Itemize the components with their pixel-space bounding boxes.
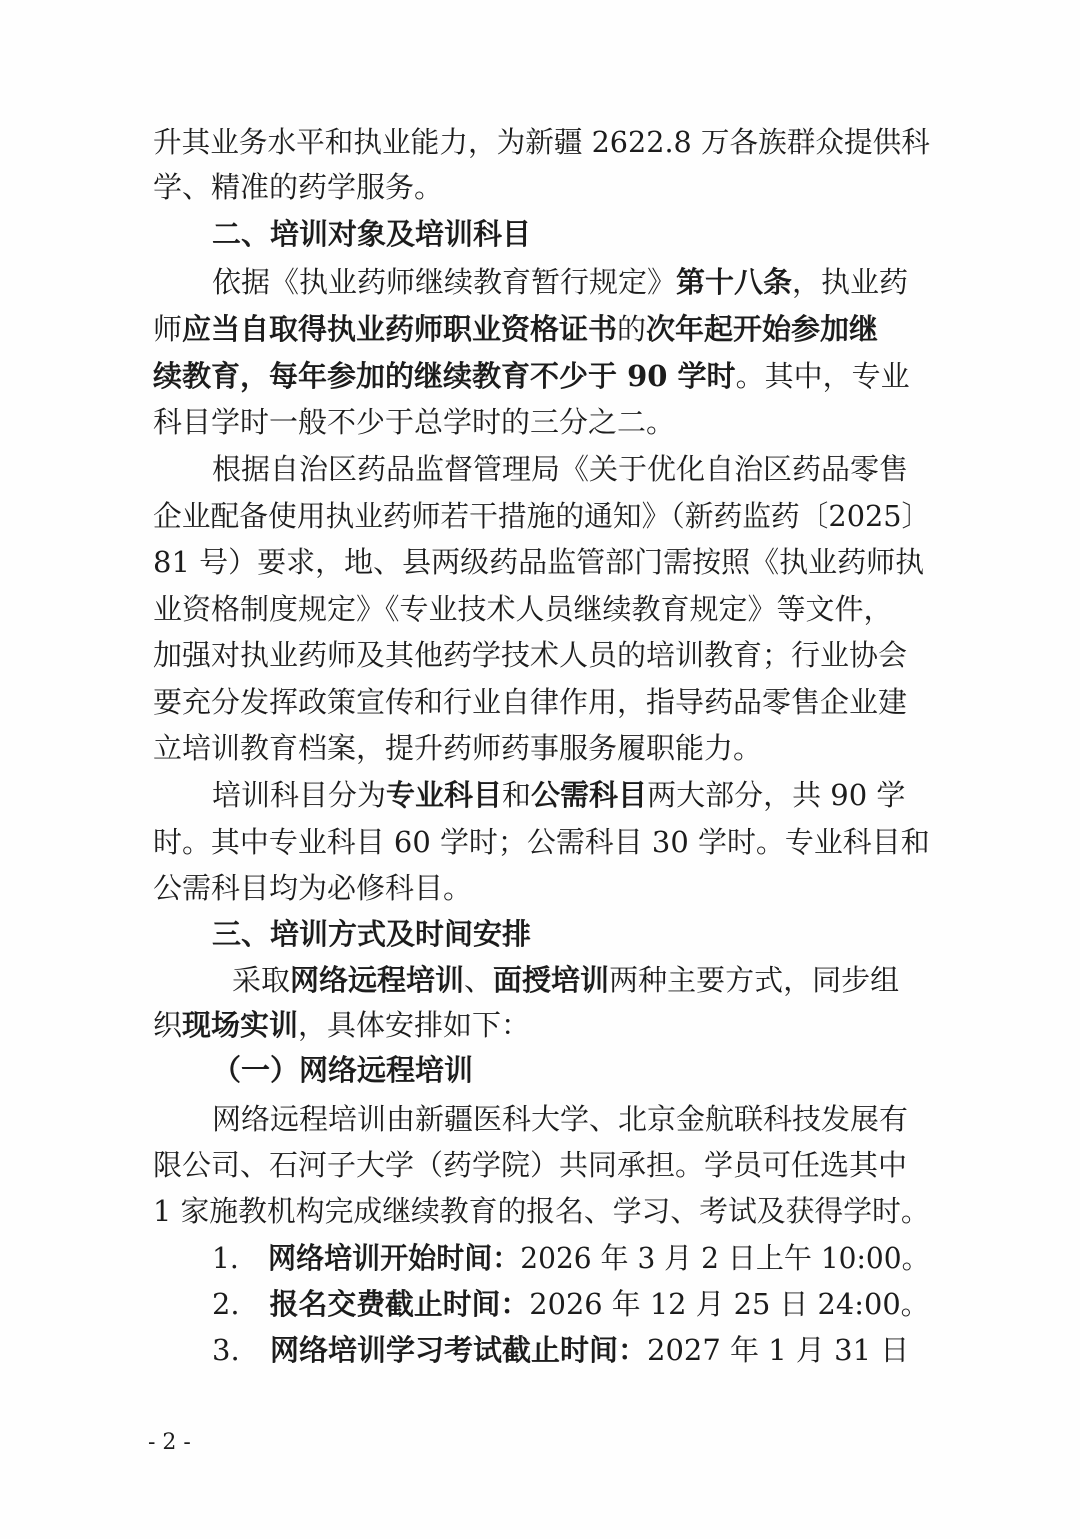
paragraph-line: 采取网络远程培训、面授培训两种主要方式，同步组 — [232, 963, 900, 997]
paragraph-line: 学、精准的药学服务。 — [153, 170, 444, 204]
list-item: 2. 报名交费截止时间：2026 年 12 月 25 日 24:00。 — [212, 1287, 930, 1321]
paragraph-line: 时。其中专业科目 60 学时；公需科目 30 学时。专业科目和 — [153, 825, 930, 859]
paragraph-line: 织现场实训，具体安排如下： — [153, 1008, 531, 1042]
paragraph-line: 根据自治区药品监督管理局《关于优化自治区药品零售 — [212, 452, 909, 486]
paragraph-line: 科目学时一般不少于总学时的三分之二。 — [153, 405, 676, 439]
paragraph-line: 培训科目分为专业科目和公需科目两大部分，共 90 学 — [212, 778, 906, 812]
subsection-heading: （一）网络远程培训 — [212, 1053, 474, 1087]
list-item: 3. 网络培训学习考试截止时间：2027 年 1 月 31 日 — [212, 1333, 910, 1367]
list-item: 1. 网络培训开始时间：2026 年 3 月 2 日上午 10:00。 — [212, 1241, 930, 1275]
paragraph-line: 要充分发挥政策宣传和行业自律作用，指导药品零售企业建 — [153, 685, 908, 719]
paragraph-line: 加强对执业药师及其他药学技术人员的培训教育；行业协会 — [153, 638, 908, 672]
paragraph-line: 业资格制度规定》《专业技术人员继续教育规定》等文件， — [153, 592, 893, 626]
paragraph-line: 立培训教育档案，提升药师药事服务履职能力。 — [153, 731, 763, 765]
paragraph-line: 限公司、石河子大学（药学院）共同承担。学员可任选其中 — [153, 1148, 908, 1182]
paragraph-line: 依据《执业药师继续教育暂行规定》第十八条，执业药 — [212, 265, 909, 299]
page-number: - 2 - — [148, 1430, 191, 1455]
paragraph-line: 1 家施教机构完成继续教育的报名、学习、考试及获得学时。 — [153, 1194, 930, 1228]
section-heading-3: 三、培训方式及时间安排 — [212, 917, 532, 951]
paragraph-line: 续教育，每年参加的继续教育不少于 90 学时。其中，专业 — [153, 359, 910, 393]
section-heading-2: 二、培训对象及培训科目 — [212, 217, 532, 251]
paragraph-line: 公需科目均为必修科目。 — [153, 871, 473, 905]
paragraph-line: 师应当自取得执业药师职业资格证书的次年起开始参加继 — [153, 312, 879, 346]
paragraph-line: 81 号）要求，地、县两级药品监管部门需按照《执业药师执 — [153, 545, 925, 579]
paragraph-line: 企业配备使用执业药师若干措施的通知》（新药监药〔2025〕 — [153, 499, 931, 533]
paragraph-line: 网络远程培训由新疆医科大学、北京金航联科技发展有 — [212, 1102, 909, 1136]
paragraph-line: 升其业务水平和执业能力，为新疆 2622.8 万各族群众提供科 — [153, 125, 930, 159]
